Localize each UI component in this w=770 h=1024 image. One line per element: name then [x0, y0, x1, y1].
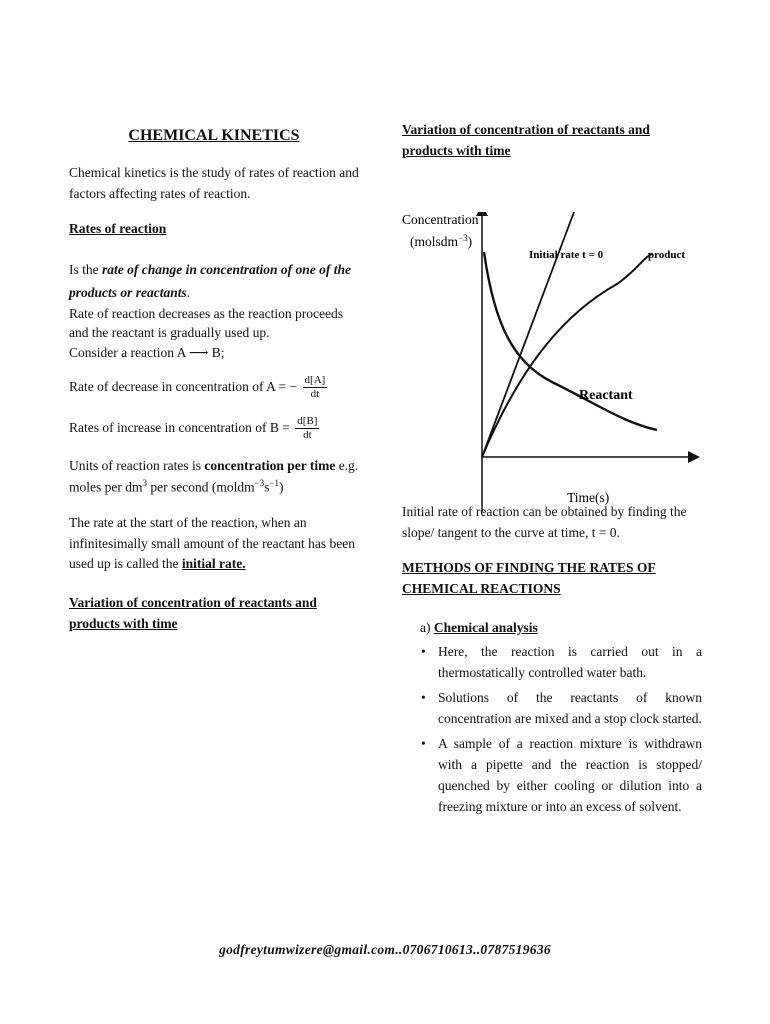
equation-increase: Rates of increase in concentration of B = $\frac{d[B]}{dt}$	[69, 414, 318, 442]
y-axis-label-line2: (molsdm$^{-3}$)	[410, 232, 473, 249]
definition-paragraph: Is the rate of change in concentration of one of the products or reactants.	[69, 261, 351, 301]
decrease-paragraph: Rate of reaction decreases as the reaction proceeds and the reactant is gradually used up.	[69, 305, 343, 340]
method-bullet-list	[402, 642, 702, 817]
intro-paragraph: Chemical kinetics is the study of rates of reaction and factors affecting rates of reaction.	[69, 164, 359, 201]
reactant-curve	[484, 252, 657, 430]
fraction-dA-dt: $\frac{d[A]}{dt}$	[304, 373, 326, 400]
definition-bold: rate of change in concentration of one of the products or reactants	[69, 261, 351, 301]
initial-rate-paragraph: The rate at the start of the reaction, when an infinitesimally small amount of the reactant has been used up is called the initial rate.	[69, 514, 356, 572]
equation-decrease: Rate of decrease in concentration of A = − $\frac{d[A]}{dt}$	[69, 373, 326, 400]
chemical-analysis-heading: a) Chemical analysis	[420, 619, 538, 635]
concentration-time-graph	[402, 212, 702, 512]
units-paragraph: Units of reaction rates is concentration per time e.g. moles per $dm^3$ per second $(moldm^{-3}s^{-1})$	[69, 458, 359, 495]
product-label: product	[648, 248, 686, 261]
right-column	[402, 120, 702, 822]
initial-rate-term: initial rate.	[181, 556, 246, 572]
variation-heading-left: Variation of concentration of reactants and products with time	[69, 595, 317, 632]
left-column	[69, 120, 359, 635]
initial-rate-method-paragraph: Initial rate of reaction can be obtained by finding the slope/ tangent to the curve at time, t = 0.	[402, 503, 687, 540]
fraction-dB-dt: $\frac{d[B]}{dt}$	[297, 414, 318, 442]
initial-rate-label: Initial rate t = 0	[529, 248, 604, 261]
list-item: • Here, the reaction is carried out in a thermostatically controlled water bath.	[438, 642, 702, 684]
page-title: CHEMICAL KINETICS	[128, 127, 300, 144]
rates-heading: Rates of reaction	[69, 220, 167, 236]
x-axis-label: Time(s)	[567, 489, 610, 505]
variation-heading-right: Variation of concentration of reactants and products with time	[402, 122, 650, 158]
methods-heading: METHODS OF FINDING THE RATES OF CHEMICAL REACTIONS	[402, 559, 656, 596]
list-item: • Solutions of the reactants of known concentration are mixed and a stop clock started.	[438, 688, 702, 730]
footer-contact: godfreytumwizere@gmail.com..0706710613..0787519636	[219, 942, 551, 957]
list-item: • A sample of a reaction mixture is withdrawn with a pipette and the reaction is stopped/ quenched by either cooling or dilution into a freezing mixture or into an excess of solvent.	[438, 734, 702, 818]
product-curve	[482, 254, 652, 457]
y-axis-label-line1: Concentration	[402, 211, 479, 227]
consider-line: Consider a reaction A ⟶ B;	[69, 344, 225, 360]
reactant-label: Reactant	[579, 387, 633, 403]
